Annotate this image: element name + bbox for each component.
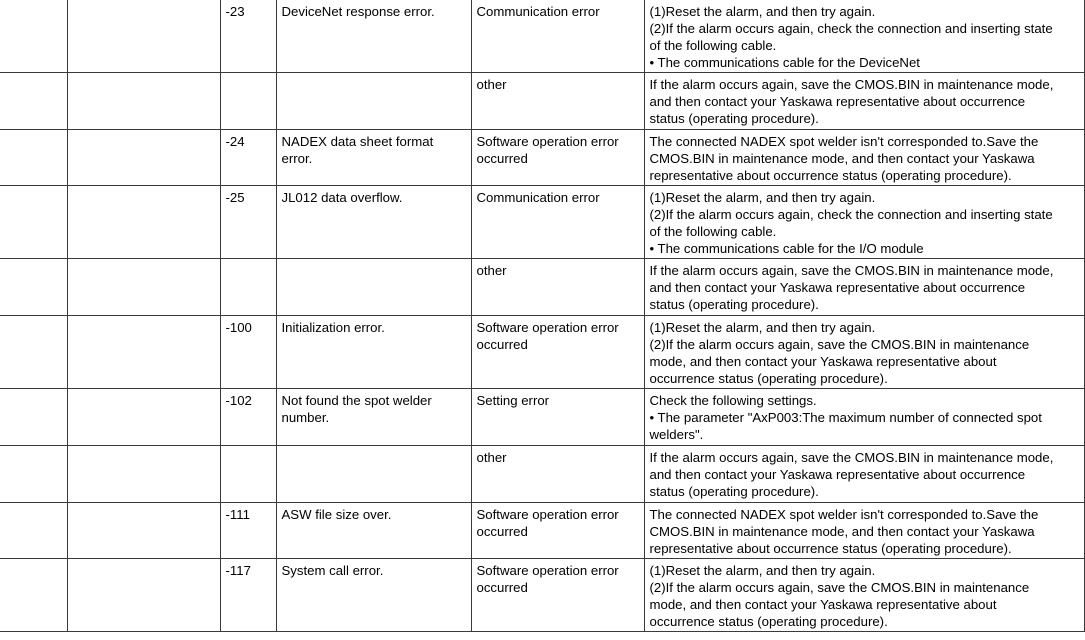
meaning-line: DeviceNet response error.: [281, 4, 435, 19]
blank-cell-2: [67, 186, 220, 259]
remedy-line: (2)If the alarm occurs again, save the CMOS.BIN in maintenance: [649, 337, 1030, 352]
remedy-line: CMOS.BIN in maintenance mode, and then contact your Yaskawa: [649, 151, 1035, 166]
blank-cell-1: [0, 389, 67, 446]
table-row: [0, 186, 1084, 259]
meaning-cell: [276, 559, 471, 632]
sub-code: -25: [225, 190, 245, 205]
remedy-cell: [644, 186, 1084, 259]
cause-cell: [471, 186, 644, 259]
sub-code: -117: [225, 563, 251, 578]
remedy-line: (2)If the alarm occurs again, save the CMOS.BIN in maintenance: [649, 580, 1030, 595]
cause-cell: [471, 130, 644, 186]
sub-code-cell: [220, 130, 276, 186]
table-row: [0, 73, 1084, 130]
cause-line: other: [476, 450, 507, 465]
cause-line: occurred: [476, 580, 528, 595]
table-row: [0, 559, 1084, 632]
cause-line: Communication error: [476, 190, 600, 205]
cause-line: other: [476, 77, 507, 92]
sub-code-cell: [220, 259, 276, 316]
remedy-line: (1)Reset the alarm, and then try again.: [649, 320, 876, 335]
blank-cell-1: [0, 559, 67, 632]
meaning-cell: [276, 259, 471, 316]
table-row: [0, 0, 1084, 73]
cause-line: Setting error: [476, 393, 550, 408]
sub-code: -102: [225, 393, 252, 408]
cause-cell: [471, 559, 644, 632]
blank-cell-1: [0, 130, 67, 186]
blank-cell-1: [0, 316, 67, 389]
remedy-line: • The communications cable for the DeviceNet: [649, 55, 920, 70]
meaning-cell: [276, 73, 471, 130]
remedy-cell: [644, 259, 1084, 316]
cause-cell: [471, 503, 644, 559]
cause-cell: [471, 316, 644, 389]
remedy-line: status (operating procedure).: [649, 484, 819, 499]
meaning-cell: [276, 316, 471, 389]
remedy-cell: [644, 73, 1084, 130]
meaning-line: System call error.: [281, 563, 384, 578]
remedy-line: of the following cable.: [649, 224, 777, 239]
remedy-line: occurrence status (operating procedure).: [649, 614, 888, 629]
sub-code-cell: [220, 186, 276, 259]
remedy-line: The connected NADEX spot welder isn't corresponded to.Save the: [649, 134, 1039, 149]
remedy-cell: [644, 0, 1084, 73]
sub-code: -111: [225, 507, 250, 522]
cause-line: Software operation error: [476, 320, 619, 335]
blank-cell-1: [0, 446, 67, 503]
cause-line: occurred: [476, 151, 528, 166]
meaning-cell: [276, 389, 471, 446]
meaning-line: Initialization error.: [281, 320, 385, 335]
remedy-line: If the alarm occurs again, save the CMOS.BIN in maintenance mode,: [649, 450, 1054, 465]
sub-code-cell: [220, 316, 276, 389]
sub-code-cell: [220, 559, 276, 632]
cause-line: other: [476, 263, 507, 278]
remedy-line: status (operating procedure).: [649, 111, 819, 126]
sub-code-cell: [220, 389, 276, 446]
table-row: [0, 503, 1084, 559]
blank-cell-2: [67, 259, 220, 316]
remedy-line: and then contact your Yaskawa representative about occurrence: [649, 94, 1026, 109]
remedy-line: (2)If the alarm occurs again, check the connection and inserting state: [649, 21, 1053, 36]
remedy-line: (2)If the alarm occurs again, check the connection and inserting state: [649, 207, 1053, 222]
table-row: [0, 389, 1084, 446]
blank-cell-1: [0, 0, 67, 73]
table-row: [0, 259, 1084, 316]
blank-cell-2: [67, 446, 220, 503]
blank-cell-1: [0, 259, 67, 316]
cause-line: Software operation error: [476, 507, 619, 522]
cause-cell: [471, 389, 644, 446]
meaning-line: error.: [281, 151, 313, 166]
remedy-line: mode, and then contact your Yaskawa representative about: [649, 597, 997, 612]
remedy-line: The connected NADEX spot welder isn't corresponded to.Save the: [649, 507, 1039, 522]
blank-cell-2: [67, 316, 220, 389]
blank-cell-2: [67, 0, 220, 73]
sub-code-cell: [220, 0, 276, 73]
cause-cell: [471, 73, 644, 130]
sub-code: -24: [225, 134, 245, 149]
remedy-line: representative about occurrence status (operating procedure).: [649, 168, 1012, 183]
cause-line: Communication error: [476, 4, 600, 19]
blank-cell-2: [67, 559, 220, 632]
sub-code-cell: [220, 446, 276, 503]
remedy-line: (1)Reset the alarm, and then try again.: [649, 4, 876, 19]
blank-cell-2: [67, 389, 220, 446]
blank-cell-2: [67, 73, 220, 130]
remedy-line: representative about occurrence status (operating procedure).: [649, 541, 1012, 556]
cause-line: occurred: [476, 524, 528, 539]
remedy-line: (1)Reset the alarm, and then try again.: [649, 190, 876, 205]
cause-line: Software operation error: [476, 134, 619, 149]
blank-cell-1: [0, 186, 67, 259]
remedy-cell: [644, 446, 1084, 503]
remedy-cell: [644, 130, 1084, 186]
meaning-line: number.: [281, 410, 330, 425]
sub-code: -23: [225, 4, 245, 19]
remedy-line: occurrence status (operating procedure).: [649, 371, 888, 386]
meaning-cell: [276, 0, 471, 73]
blank-cell-1: [0, 503, 67, 559]
remedy-line: If the alarm occurs again, save the CMOS.BIN in maintenance mode,: [649, 77, 1054, 92]
sub-code-cell: [220, 73, 276, 130]
remedy-line: If the alarm occurs again, save the CMOS.BIN in maintenance mode,: [649, 263, 1054, 278]
table-row: [0, 316, 1084, 389]
cause-line: Software operation error: [476, 563, 619, 578]
table-row: [0, 446, 1084, 503]
meaning-cell: [276, 130, 471, 186]
remedy-line: • The parameter "AxP003:The maximum number of connected spot: [649, 410, 1042, 425]
remedy-line: (1)Reset the alarm, and then try again.: [649, 563, 876, 578]
blank-cell-2: [67, 503, 220, 559]
remedy-cell: [644, 559, 1084, 632]
remedy-line: welders".: [649, 427, 704, 442]
remedy-line: mode, and then contact your Yaskawa representative about: [649, 354, 997, 369]
remedy-cell: [644, 389, 1084, 446]
meaning-cell: [276, 186, 471, 259]
remedy-line: Check the following settings.: [649, 393, 817, 408]
meaning-cell: [276, 446, 471, 503]
remedy-cell: [644, 503, 1084, 559]
sub-code-cell: [220, 503, 276, 559]
sub-code: -100: [225, 320, 252, 335]
meaning-line: ASW file size over.: [281, 507, 392, 522]
meaning-line: Not found the spot welder: [281, 393, 432, 408]
remedy-line: and then contact your Yaskawa representative about occurrence: [649, 467, 1026, 482]
blank-cell-1: [0, 73, 67, 130]
meaning-line: JL012 data overflow.: [281, 190, 403, 205]
table-row: [0, 130, 1084, 186]
remedy-line: of the following cable.: [649, 38, 777, 53]
remedy-line: status (operating procedure).: [649, 297, 819, 312]
remedy-line: CMOS.BIN in maintenance mode, and then contact your Yaskawa: [649, 524, 1035, 539]
remedy-line: • The communications cable for the I/O module: [649, 241, 924, 256]
cause-cell: [471, 446, 644, 503]
meaning-line: NADEX data sheet format: [281, 134, 434, 149]
cause-line: occurred: [476, 337, 528, 352]
remedy-cell: [644, 316, 1084, 389]
remedy-line: and then contact your Yaskawa representative about occurrence: [649, 280, 1026, 295]
blank-cell-2: [67, 130, 220, 186]
cause-cell: [471, 259, 644, 316]
cause-cell: [471, 0, 644, 73]
meaning-cell: [276, 503, 471, 559]
